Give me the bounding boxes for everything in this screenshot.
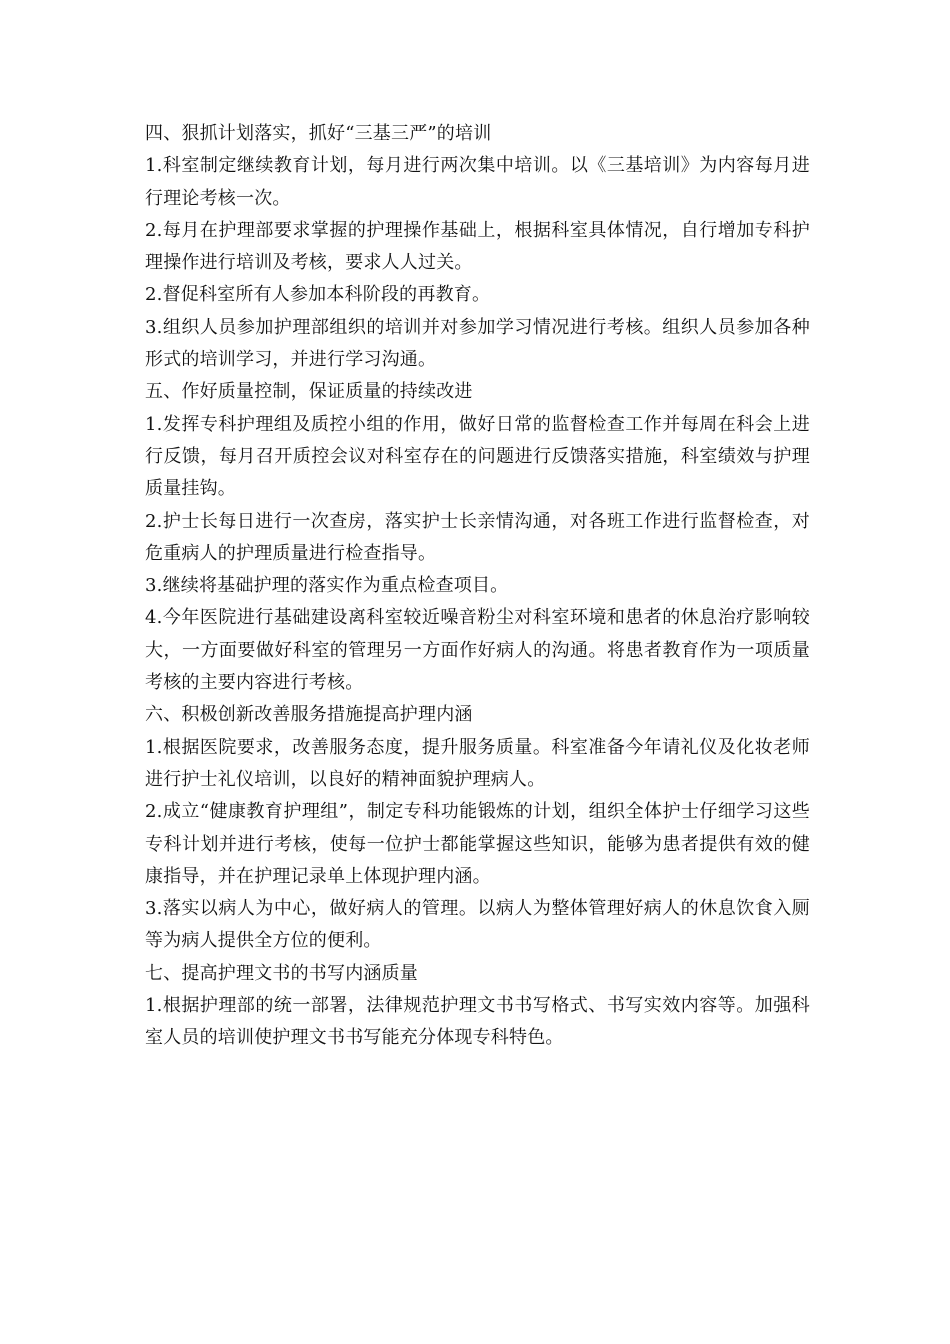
paragraph: 1.根据护理部的统一部署，法律规范护理文书书写格式、书写实效内容等。加强科室人员的培训使护理文书书写能充分体现专科特色。 [145,995,810,1049]
paragraph: 3.落实以病人为中心，做好病人的管理。以病人为整体管理好病人的休息饮食入厕等为病人提供全方位的便利。 [145,898,810,952]
paragraph: 4.今年医院进行基础建设离科室较近噪音粉尘对科室环境和患者的休息治疗影响较大，一方面要做好科室的管理另一方面作好病人的沟通。将患者教育作为一项质量考核的主要内容进行考核。 [145,607,810,694]
paragraph: 3.继续将基础护理的落实作为重点检查项目。 [145,575,509,597]
paragraph: 2.督促科室所有人参加本科阶段的再教育。 [145,284,491,306]
paragraph: 2.每月在护理部要求掌握的护理操作基础上，根据科室具体情况，自行增加专科护理操作进行培训及考核，要求人人过关。 [145,219,810,274]
paragraph: 1.科室制定继续教育计划，每月进行两次集中培训。以《三基培训》为内容每月进行理论考核一次。 [145,155,810,209]
section-heading-5: 五、作好质量控制，保证质量的持续改进 [145,381,473,403]
section-heading-7: 七、提高护理文书的书写内涵质量 [145,962,418,984]
section-heading-4: 四、狠抓计划落实，抓好“三基三严”的培训 [145,123,492,144]
paragraph: 2.成立“健康教育护理组”，制定专科功能锻炼的计划，组织全体护士仔细学习这些专科计划并进行考核，使每一位护士都能掌握这些知识，能够为患者提供有效的健康指导，并在护理记录单上体现护理内涵。 [145,801,810,887]
section-heading-6: 六、积极创新改善服务措施提高护理内涵 [145,704,473,726]
paragraph: 3.组织人员参加护理部组织的培训并对参加学习情况进行考核。组织人员参加各种形式的培训学习，并进行学习沟通。 [145,316,810,371]
paragraph: 1.根据医院要求，改善服务态度，提升服务质量。科室准备今年请礼仪及化妆老师进行护士礼仪培训，以良好的精神面貌护理病人。 [145,736,810,790]
document-body [145,118,810,1055]
paragraph: 2.护士长每日进行一次查房，落实护士长亲情沟通，对各班工作进行监督检查，对危重病人的护理质量进行检查指导。 [145,510,810,564]
paragraph: 1.发挥专科护理组及质控小组的作用，做好日常的监督检查工作并每周在科会上进行反馈，每月召开质控会议对科室存在的问题进行反馈落实措施，科室绩效与护理质量挂钩。 [145,413,810,500]
